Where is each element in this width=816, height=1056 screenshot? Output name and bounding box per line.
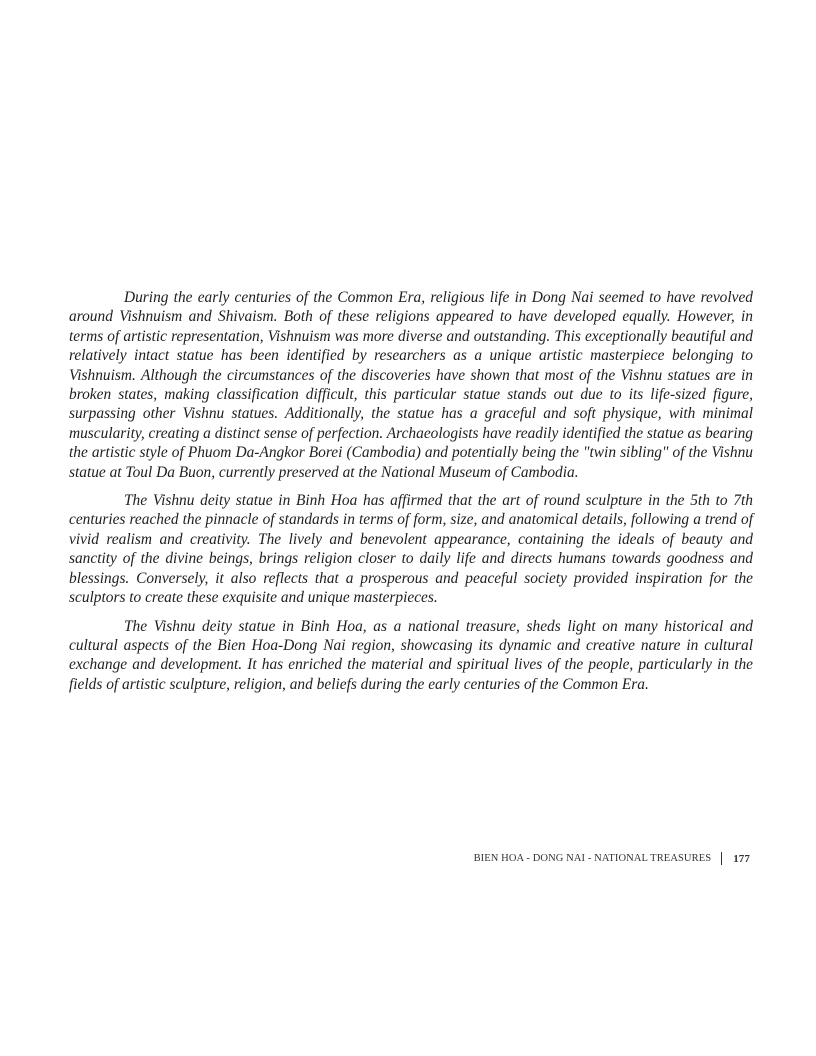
footer-divider: [721, 852, 722, 865]
paragraph-2: The Vishnu deity statue in Binh Hoa has affirmed that the art of round sculpture in the 5th to 7th centuries reached the pinnacle of standards in terms of form, size, and anatomical details, following a trend of vivid realism and creativity. The lively and benevolent appearance, containing the ideals of beauty and sanctity of the divine beings, brings religion closer to daily life and directs humans towards goodness and blessings. Conversely, it also reflects that a prosperous and peaceful society provided inspiration for the sculptors to create these exquisite and unique masterpieces.: [69, 492, 753, 607]
paragraph-3: The Vishnu deity statue in Binh Hoa, as a national treasure, sheds light on many historical and cultural aspects of the Bien Hoa-Dong Nai region, showcasing its dynamic and creative nature in cultural exchange and development. It has enriched the material and spiritual lives of the people, particularly in the fields of artistic sculpture, religion, and beliefs during the early centuries of the Common Era.: [69, 617, 753, 693]
paragraph-1: During the early centuries of the Common Era, religious life in Dong Nai seemed to have revolved around Vishnuism and Shivaism. Both of these religions appeared to have developed equally. However, in terms of artistic representation, Vishnuism was more diverse and outstanding. This exceptionally beautiful and relatively intact statue has been identified by researchers as a unique artistic masterpiece belonging to Vishnuism. Although the circumstances of the discoveries have shown that most of the Vishnu statues are in broken states, making classification difficult, this particular statue stands out due to its life-sized figure, surpassing other Vishnu statues. Additionally, the statue has a graceful and soft physique, with minimal muscularity, creating a distinct sense of perfection. Archaeologists have readily identified the statue as bearing the artistic style of Phuom Da-Angkor Borei (Cambodia) and potentially being the "twin sibling" of the Vishnu statue at Toul Da Buon, currently preserved at the National Museum of Cambodia.: [69, 289, 753, 481]
page-footer: [474, 852, 750, 865]
running-title: BIEN HOA - DONG NAI - NATIONAL TREASURES: [473, 853, 712, 864]
body-text: [69, 288, 753, 703]
page-number: 177: [733, 852, 750, 865]
